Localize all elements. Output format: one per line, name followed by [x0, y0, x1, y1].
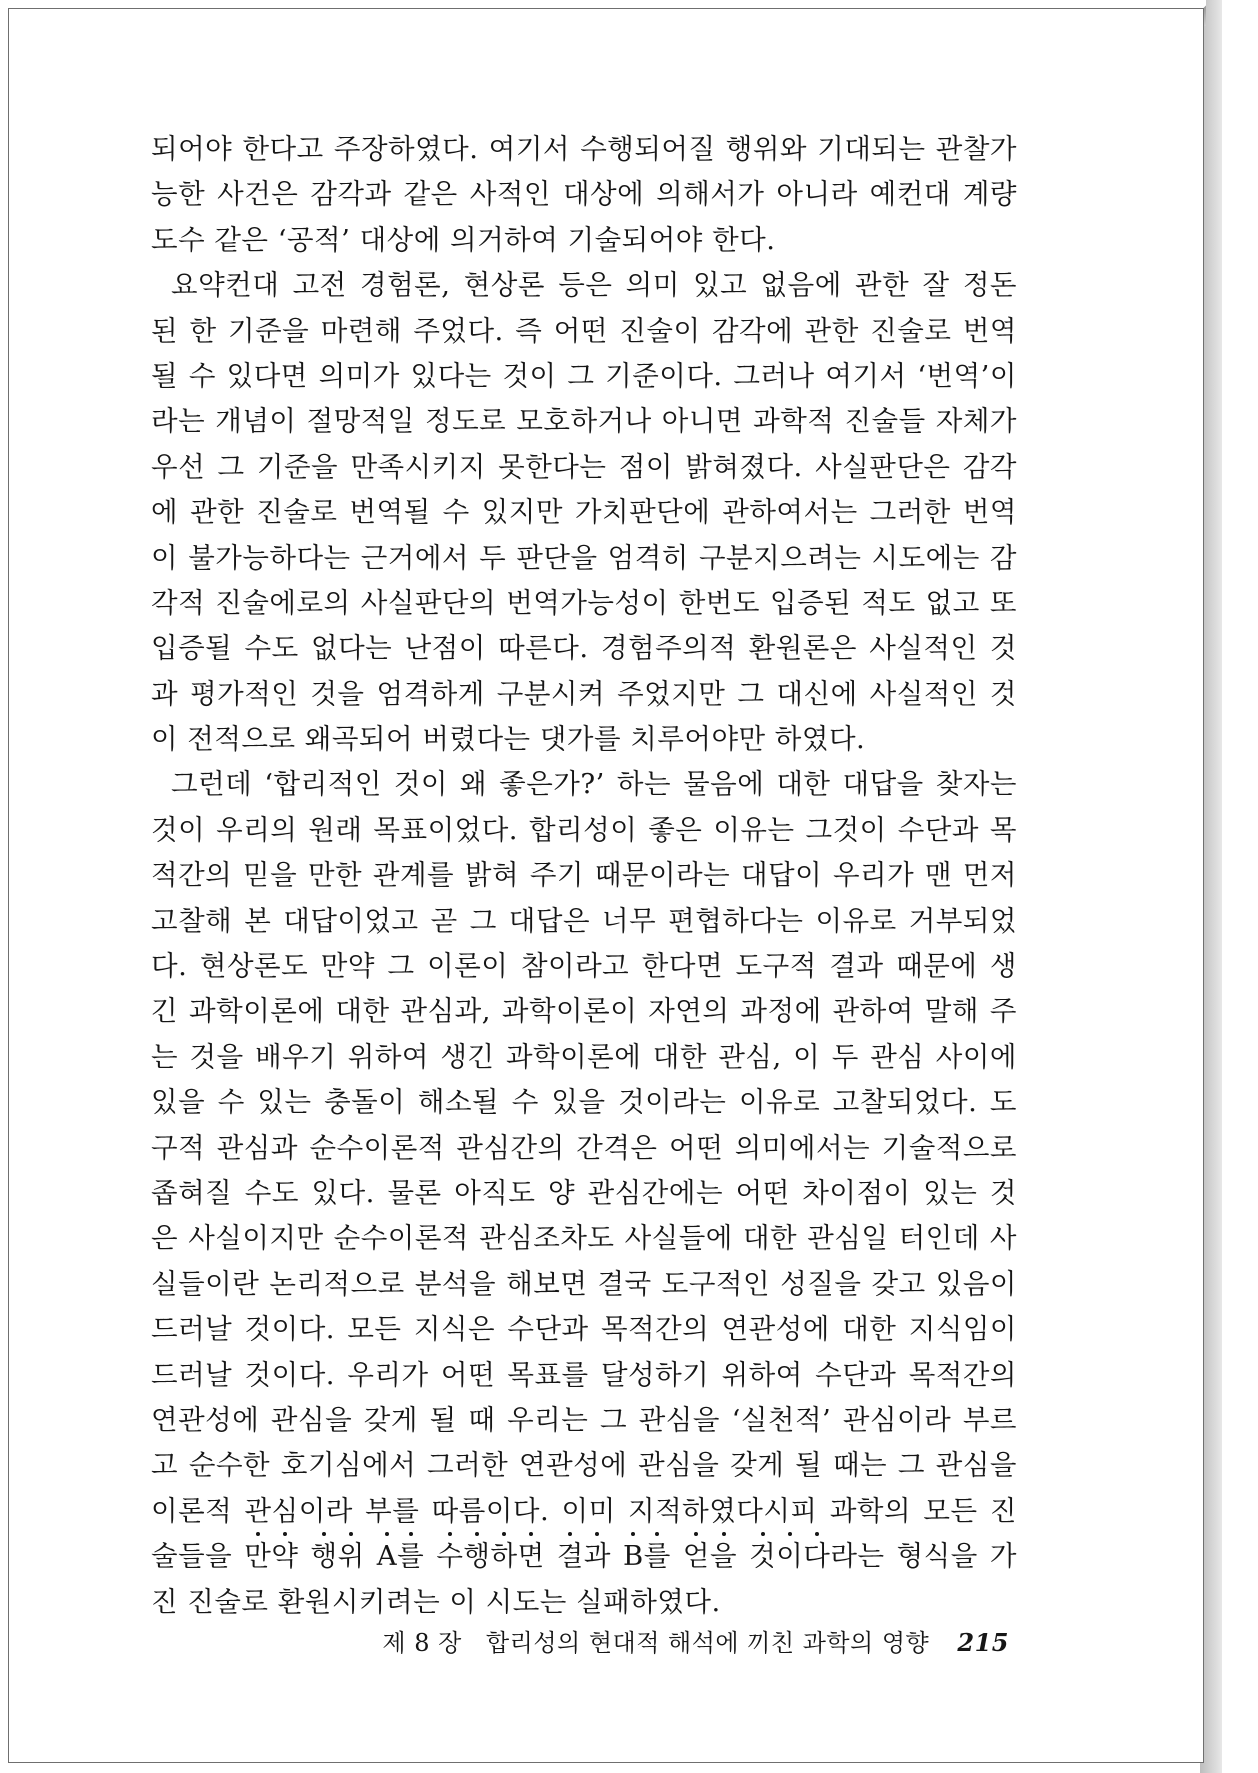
text-line-emphasis — [151, 1534, 1017, 1579]
emphasis-char: 다 — [803, 1534, 830, 1579]
emphasis-char: 를 — [644, 1534, 671, 1579]
text-line: 드러날 것이다. 모든 지식은 수단과 목적간의 연관성에 대한 지식임이 — [151, 1313, 1017, 1346]
emphasis-char: 수 — [436, 1534, 463, 1579]
text-line: 연관성에 관심을 갖게 될 때 우리는 그 관심을 ‘실천적’ 관심이라 부르 — [151, 1403, 1017, 1436]
text-line: 는 것을 배우기 위하여 생긴 과학이론에 대한 관심, 이 두 관심 사이에 — [151, 1040, 1017, 1073]
text-line: 긴 과학이론에 대한 관심과, 과학이론이 자연의 과정에 관하여 말해 주 — [151, 995, 1017, 1028]
text-line: 실들이란 논리적으로 분석을 해보면 결국 도구적인 성질을 갖고 있음이 — [151, 1267, 1017, 1300]
text-line: 진 진술로 환원시키려는 이 시도는 실패하였다. — [151, 1585, 721, 1618]
emphasis-char: 위 — [338, 1534, 365, 1579]
body-text — [151, 127, 1017, 1625]
emphasis-char: 결 — [557, 1534, 584, 1579]
text-line: 고 순수한 호기심에서 그러한 연관성에 관심을 갖게 될 때는 그 관심을 — [151, 1449, 1017, 1482]
text-line: 적간의 믿을 만한 관계를 밝혀 주기 때문이라는 대답이 우리가 맨 먼저 — [151, 859, 1017, 892]
emphasis-char: 면 — [518, 1534, 545, 1579]
text-line: 요약컨대 고전 경험론, 현상론 등은 의미 있고 없음에 관한 잘 정돈 — [171, 269, 1017, 302]
text-line: 된 한 기준을 마련해 주었다. 즉 어떤 진술이 감각에 관한 진술로 번역 — [151, 314, 1017, 347]
emphasis-char: 약 — [271, 1534, 298, 1579]
emphasis-char: 과 — [584, 1534, 611, 1579]
text-line: 고찰해 본 대답이었고 곧 그 대답은 너무 편협하다는 이유로 거부되었 — [151, 904, 1017, 937]
footer-chapter: 제 8 장 — [382, 1629, 462, 1657]
text-line: 각적 진술에로의 사실판단의 번역가능성이 한번도 입증된 적도 없고 또 — [151, 586, 1017, 619]
emphasis-before: 술들을 — [151, 1540, 245, 1573]
text-line: 이론적 관심이라 부를 따름이다. 이미 지적하였다시피 과학의 모든 진 — [151, 1494, 1017, 1527]
emphasis-char: 만 — [244, 1534, 271, 1579]
text-line: 그런데 ‘합리적인 것이 왜 좋은가?’ 하는 물음에 대한 대답을 찾자는 — [171, 768, 1017, 801]
emphasis-char: 를 — [397, 1534, 424, 1579]
text-line: 은 사실이지만 순수이론적 관심조차도 사실들에 대한 관심일 터인데 사 — [151, 1222, 1017, 1255]
text-line: 있을 수 있는 충돌이 해소될 수 있을 것이라는 이유로 고찰되었다. 도 — [151, 1086, 1017, 1119]
text-line: 능한 사건은 감각과 같은 사적인 대상에 의해서가 아니라 예컨대 계량 — [151, 178, 1017, 211]
text-line: 것이 우리의 원래 목표이었다. 합리성이 좋은 이유는 그것이 수단과 목 — [151, 813, 1017, 846]
text-line: 라는 개념이 절망적일 정도로 모호하거나 아니면 과학적 진술들 자체가 — [151, 405, 1017, 438]
running-footer — [369, 1623, 1009, 1658]
text-line: 과 평가적인 것을 엄격하게 구분시켜 주었지만 그 대신에 사실적인 것 — [151, 677, 1017, 710]
emphasis-char: 하 — [491, 1534, 518, 1579]
footer-title: 합리성의 현대적 해석에 끼친 과학의 영향 — [485, 1629, 930, 1657]
text-line: 우선 그 기준을 만족시키지 못한다는 점이 밝혀졌다. 사실판단은 감각 — [151, 450, 1017, 483]
emphasis-char: 이 — [776, 1534, 803, 1579]
text-line: 이 불가능하다는 근거에서 두 판단을 엄격히 구분지으려는 시도에는 감 — [151, 541, 1017, 574]
text-line: 구적 관심과 순수이론적 관심간의 간격은 어떤 의미에서는 기술적으로 — [151, 1131, 1017, 1164]
page-number: 215 — [957, 1628, 1009, 1657]
emphasis-char: B — [623, 1534, 644, 1579]
text-line: 다. 현상론도 만약 그 이론이 참이라고 한다면 도구적 결과 때문에 생 — [151, 950, 1017, 983]
text-line: 입증될 수도 없다는 난점이 따른다. 경험주의적 환원론은 사실적인 것 — [151, 632, 1017, 665]
emphasis-char: A — [377, 1534, 397, 1579]
emphasis-char: 행 — [311, 1534, 338, 1579]
text-line: 에 관한 진술로 번역될 수 있지만 가치판단에 관하여서는 그러한 번역 — [151, 496, 1017, 529]
emphasis-char: 을 — [710, 1534, 737, 1579]
text-line: 좁혀질 수도 있다. 물론 아직도 양 관심간에는 어떤 차이점이 있는 것 — [151, 1176, 1017, 1209]
text-line: 이 전적으로 왜곡되어 버렸다는 댓가를 치루어야만 하였다. — [151, 723, 866, 756]
book-page — [8, 8, 1204, 1763]
text-line: 되어야 한다고 주장하였다. 여기서 수행되어질 행위와 기대되는 관찰가 — [151, 133, 1017, 165]
emphasis-dotted-phrase — [244, 1540, 830, 1572]
text-line: 드러날 것이다. 우리가 어떤 목표를 달성하기 위하여 수단과 목적간의 — [151, 1358, 1017, 1391]
emphasis-char: 것 — [749, 1534, 776, 1579]
text-line: 될 수 있다면 의미가 있다는 것이 그 기준이다. 그러나 여기서 ‘번역’이 — [151, 359, 1017, 392]
text-line: 도수 같은 ‘공적’ 대상에 의거하여 기술되어야 한다. — [151, 223, 776, 256]
emphasis-char: 행 — [463, 1534, 490, 1579]
emphasis-char: 얻 — [683, 1534, 710, 1579]
emphasis-after: 라는 형식을 가 — [830, 1540, 1017, 1573]
